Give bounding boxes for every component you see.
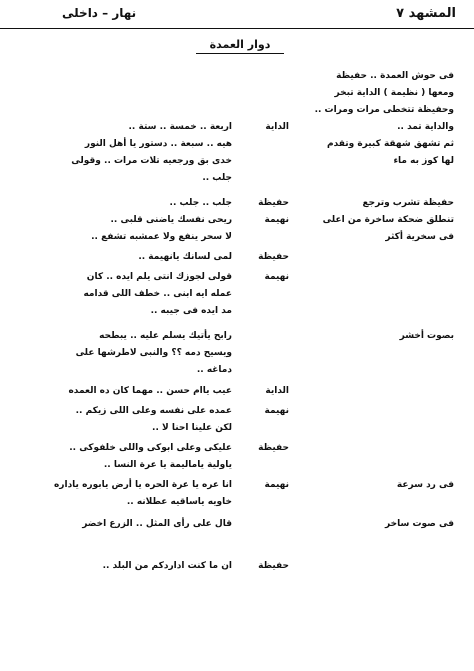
- speaker-name: حفيظة: [258, 198, 289, 208]
- dialogue-line: لكن علينا احنا لا ..: [152, 423, 232, 433]
- dialogue-line: رابح يأتيك يسلم عليه .. يبطحه: [99, 331, 232, 341]
- speaker-name: حفيظة: [258, 443, 289, 453]
- dialogue-line: ويسيح دمه ؟؟ والنبى لاطرشها على: [75, 348, 232, 358]
- dialogue-line: لمى لسانك يانهيمة ..: [138, 252, 232, 262]
- dialogue-line: عيب ياام حسن .. مهما كان ده العمده: [68, 386, 232, 396]
- direction-line: فى حوش العمدة .. حفيظة: [336, 71, 454, 81]
- speaker-name: حفيظة: [258, 561, 289, 571]
- direction-line: بصوت أخشر: [399, 331, 454, 341]
- dialogue-line: عمده على نفسه وعلى اللى زيكم ..: [75, 406, 232, 416]
- direction-line: والداية تمد ..: [397, 122, 454, 132]
- dialogue-line: خدى بق ورجعيه تلات مرات .. وقولى: [71, 156, 232, 166]
- scene-time-place: نهار – داخلى: [62, 6, 137, 20]
- dialogue-line: عليكى وعلى ابوكى واللى خلفوكى ..: [69, 443, 232, 453]
- header-rule: [0, 28, 474, 29]
- dialogue-line: قولى لجوزك انتى يلم ايده .. كان: [86, 272, 232, 282]
- scene-title: دوار العمدة: [209, 38, 271, 51]
- dialogue-line: ان ما كنت اداردكم من البلد ..: [102, 561, 232, 571]
- speaker-name: الداية: [265, 122, 289, 132]
- dialogue-line: انا عره يا عرة الحره يا أرض يابوره ياداره: [53, 480, 232, 490]
- dialogue-line: لا سحر ينفع ولا عمشبه تشفع ..: [91, 232, 232, 242]
- direction-line: فى صوت ساخر: [385, 519, 454, 529]
- direction-line: ثم تشهق شهقة كبيرة وتقدم: [326, 139, 454, 149]
- dialogue-line: جلب ..: [202, 173, 232, 183]
- speaker-name: نهيمة: [264, 406, 289, 416]
- dialogue-line: هيه .. سبعة .. دستور يا أهل النور: [84, 139, 232, 149]
- direction-line: فى رد سرعة: [396, 480, 454, 490]
- direction-line: لها كوز به ماء: [393, 156, 454, 166]
- dialogue-line: عمله ايه ابنى .. خطف اللى قدامه: [83, 289, 232, 299]
- dialogue-line: قال على رأى المثل .. الزرع اخضر: [82, 519, 232, 529]
- speaker-name: الداية: [265, 386, 289, 396]
- speaker-name: حفيظة: [258, 252, 289, 262]
- direction-line: تنطلق ضحكة ساخرة من اعلى: [322, 215, 454, 225]
- dialogue-line: دماغه ..: [196, 365, 232, 375]
- dialogue-line: ياولية ياماليمة يا عرة النسا ..: [103, 460, 232, 470]
- dialogue-line: اربعة .. خمسة .. ستة ..: [128, 122, 232, 132]
- dialogue-line: مد ايده فى جيبه ..: [150, 306, 232, 316]
- speaker-name: نهيمة: [264, 480, 289, 490]
- speaker-name: نهيمة: [264, 272, 289, 282]
- dialogue-line: خاويه ياساقيه عطلانه ..: [126, 497, 232, 507]
- dialogue-line: ريحى نفسك ياضنى قلبى ..: [110, 215, 232, 225]
- scene-number: المشهد ٧: [396, 6, 456, 21]
- direction-line: وحفيظة تتخطى مرات ومرات ..: [314, 105, 454, 115]
- direction-line: فى سخرية أكثر: [385, 232, 454, 242]
- speaker-name: نهيمة: [264, 215, 289, 225]
- title-underline: [196, 53, 284, 54]
- direction-line: ومعها ( نظيمة ) الداية تبخر: [334, 88, 454, 98]
- dialogue-line: جلب .. جلب ..: [169, 198, 232, 208]
- direction-line: حفيظة تشرب وترجع: [362, 198, 454, 208]
